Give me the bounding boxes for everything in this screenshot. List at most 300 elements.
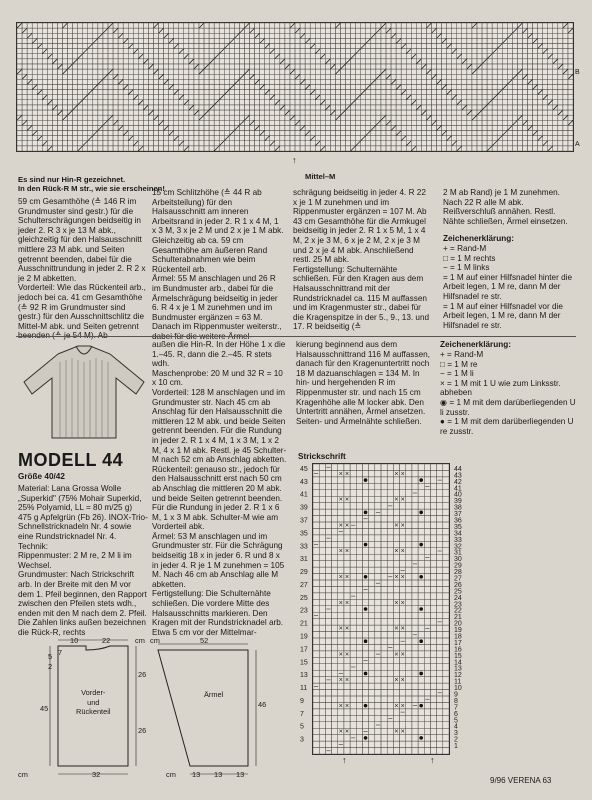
chart-cell — [164, 84, 169, 89]
chart-cell — [381, 64, 386, 69]
chart-cell — [57, 74, 62, 79]
chart-cell — [280, 23, 285, 28]
chart-cell — [88, 141, 93, 146]
chart-cell — [219, 64, 224, 69]
chart-cell — [199, 100, 204, 105]
chart-cell — [285, 69, 290, 74]
chart-cell — [37, 110, 42, 115]
chart-cell — [472, 146, 477, 151]
chart-cell — [280, 120, 285, 125]
chart-cell — [98, 95, 103, 100]
row-label-right: 21 — [454, 614, 462, 622]
chart-cell — [280, 146, 285, 151]
chart-cell — [522, 84, 527, 89]
chart-cell — [37, 100, 42, 105]
chart-cell — [563, 74, 568, 79]
chart-cell — [204, 28, 209, 33]
chart-cell — [68, 141, 73, 146]
chart-cell — [517, 90, 522, 95]
chart-cell — [416, 100, 421, 105]
cable-stitch-mark — [386, 74, 391, 79]
chart-cell — [194, 146, 199, 151]
chart-cell — [426, 90, 431, 95]
cable-stitch-mark — [164, 33, 169, 38]
chart-cell — [209, 131, 214, 136]
chart-cell — [265, 125, 270, 130]
chart-cell — [98, 28, 103, 33]
chart-cell — [179, 105, 184, 110]
chart-cell — [179, 43, 184, 48]
chart-cell — [406, 79, 411, 84]
chart-cell — [73, 95, 78, 100]
chart-cell — [260, 69, 265, 74]
chart-cell — [492, 125, 497, 130]
chart-cell — [492, 54, 497, 59]
cable-stitch-mark — [98, 79, 103, 84]
chart-cell — [244, 38, 249, 43]
chart-cell — [93, 28, 98, 33]
chart-cell — [512, 23, 517, 28]
chart-cell — [305, 59, 310, 64]
chart-cell — [275, 64, 280, 69]
cable-stitch-mark — [27, 79, 32, 84]
chart-cell — [204, 141, 209, 146]
chart-cell — [443, 483, 449, 489]
chart-cell — [437, 503, 443, 509]
chart-cell — [447, 74, 452, 79]
chart-cell — [325, 69, 330, 74]
chart-cell — [487, 74, 492, 79]
chart-cell — [553, 115, 558, 120]
chart-cell — [477, 84, 482, 89]
chart-cell — [204, 79, 209, 84]
chart-cell — [57, 69, 62, 74]
slip-stitch-mark: × — [394, 522, 399, 530]
cable-stitch-mark — [457, 54, 462, 59]
slip-stitch-mark: × — [394, 728, 399, 736]
chart-cell — [285, 59, 290, 64]
chart-cell — [340, 131, 345, 136]
chart-cell — [159, 136, 164, 141]
chart-cell — [234, 146, 239, 151]
chart-cell — [437, 657, 443, 663]
chart-cell — [159, 95, 164, 100]
chart-cell — [184, 74, 189, 79]
chart-cell — [88, 69, 93, 74]
chart-cell — [68, 54, 73, 59]
chart-cell — [250, 38, 255, 43]
chart-cell — [133, 23, 138, 28]
chart-cell — [103, 59, 108, 64]
chart-cell — [300, 110, 305, 115]
chart-cell — [52, 54, 57, 59]
chart-cell — [189, 74, 194, 79]
chart-cell — [32, 110, 37, 115]
cable-stitch-mark — [133, 141, 138, 146]
chart-cell — [447, 125, 452, 130]
chart-cell — [159, 23, 164, 28]
chart-cell — [260, 100, 265, 105]
chart-cell — [209, 69, 214, 74]
chart-cell — [260, 110, 265, 115]
chart-cell — [472, 125, 477, 130]
chart-cell — [179, 115, 184, 120]
chart-cell — [143, 115, 148, 120]
chart-cell — [351, 141, 356, 146]
chart-cell — [558, 141, 563, 146]
row-label-left: 3 — [300, 736, 304, 744]
chart-cell — [482, 131, 487, 136]
chart-cell — [426, 100, 431, 105]
chart-cell — [280, 110, 285, 115]
chart-cell — [103, 110, 108, 115]
chart-cell — [179, 90, 184, 95]
cable-stitch-mark — [239, 120, 244, 125]
chart-cell — [52, 79, 57, 84]
chart-cell — [443, 535, 449, 541]
chart-cell — [209, 74, 214, 79]
row-label-left: 19 — [300, 633, 308, 641]
chart-cell — [255, 54, 260, 59]
chart-cell — [502, 110, 507, 115]
row-label-left: 7 — [300, 710, 304, 718]
chart-cell — [371, 141, 376, 146]
chart-cell — [255, 43, 260, 48]
cable-stitch-mark — [406, 49, 411, 54]
chart-cell — [320, 79, 325, 84]
chart-cell — [27, 54, 32, 59]
cable-stitch-mark — [320, 54, 325, 59]
row-label-right: 10 — [454, 685, 462, 693]
chart-cell — [244, 95, 249, 100]
chart-cell — [290, 43, 295, 48]
chart-cell — [457, 141, 462, 146]
cable-stitch-mark — [437, 33, 442, 38]
chart-cell — [113, 115, 118, 120]
chart-cell — [275, 95, 280, 100]
chart-cell — [47, 43, 52, 48]
cable-stitch-mark — [366, 131, 371, 136]
chart-cell — [351, 43, 356, 48]
chart-cell — [108, 110, 113, 115]
chart-cell — [346, 110, 351, 115]
chart-cell — [443, 664, 449, 670]
chart-cell — [118, 146, 123, 151]
chart-cell — [133, 69, 138, 74]
chart-cell — [330, 69, 335, 74]
chart-cell — [512, 146, 517, 151]
row-label-right: 39 — [454, 498, 462, 506]
chart-cell — [543, 43, 548, 48]
cable-stitch-mark — [492, 95, 497, 100]
chart-cell — [447, 84, 452, 89]
row-label-left: 17 — [300, 646, 308, 654]
chart-cell — [108, 136, 113, 141]
chart-cell — [123, 125, 128, 130]
chart-cell — [517, 74, 522, 79]
chart-cell — [366, 28, 371, 33]
chart-cell — [396, 146, 401, 151]
chart-cell — [123, 136, 128, 141]
chart-cell — [340, 33, 345, 38]
chart-cell — [457, 59, 462, 64]
chart-cell — [533, 43, 538, 48]
cable-stitch-mark — [209, 59, 214, 64]
cable-stitch-mark — [103, 120, 108, 125]
cable-stitch-mark — [214, 100, 219, 105]
chart-cell — [174, 120, 179, 125]
chart-cell — [443, 464, 449, 470]
chart-cell — [426, 120, 431, 125]
chart-cell — [209, 33, 214, 38]
chart-cell — [548, 131, 553, 136]
chart-cell — [143, 23, 148, 28]
chart-cell — [133, 64, 138, 69]
chart-cell — [437, 535, 443, 541]
chart-cell — [143, 79, 148, 84]
chart-cell — [138, 141, 143, 146]
chart-cell — [179, 38, 184, 43]
chart-cell — [315, 105, 320, 110]
chart-cell — [406, 28, 411, 33]
row-label-right: 11 — [454, 678, 462, 686]
chart-cell — [260, 59, 265, 64]
chart-cell — [442, 146, 447, 151]
chart-cell — [179, 100, 184, 105]
chart-cell — [148, 79, 153, 84]
chart-cell — [452, 125, 457, 130]
chart-cell — [214, 125, 219, 130]
chart-cell — [290, 90, 295, 95]
chart-cell — [260, 115, 265, 120]
chart-cell — [138, 125, 143, 130]
chart-cell — [47, 90, 52, 95]
chart-cell — [68, 23, 73, 28]
chart-cell — [17, 125, 22, 130]
chart-cell — [138, 110, 143, 115]
chart-cell — [179, 23, 184, 28]
chart-cell — [174, 59, 179, 64]
slip-stitch-mark: × — [338, 625, 343, 633]
chart-cell — [487, 105, 492, 110]
row-label-right: 25 — [454, 588, 462, 596]
cable-stitch-mark — [123, 38, 128, 43]
chart-cell — [52, 23, 57, 28]
chart-cell — [533, 120, 538, 125]
chart-cell — [443, 554, 449, 560]
chart-cell — [426, 54, 431, 59]
chart-cell — [164, 43, 169, 48]
cable-stitch-mark — [351, 146, 356, 151]
chart-cell — [396, 125, 401, 130]
chart-cell — [305, 110, 310, 115]
slip-stitch-mark: × — [394, 470, 399, 478]
chart-cell — [209, 23, 214, 28]
chart-cell — [538, 84, 543, 89]
cable-stitch-mark — [123, 84, 128, 89]
chart-cell — [411, 84, 416, 89]
chart-cell — [209, 28, 214, 33]
cable-stitch-mark — [255, 33, 260, 38]
chart-cell — [305, 69, 310, 74]
chart-cell — [244, 120, 249, 125]
chart-cell — [295, 95, 300, 100]
chart-cell — [443, 516, 449, 522]
chart-cell — [482, 141, 487, 146]
cable-stitch-mark — [57, 110, 62, 115]
chart-cell — [199, 59, 204, 64]
chart-cell — [255, 105, 260, 110]
chart-cell — [239, 33, 244, 38]
chart-cell — [482, 146, 487, 151]
slip-stitch-mark: × — [338, 651, 343, 659]
cable-stitch-mark — [442, 131, 447, 136]
chart-cell — [497, 23, 502, 28]
chart-cell — [543, 38, 548, 43]
chart-cell — [250, 146, 255, 151]
chart-cell — [376, 100, 381, 105]
row-label-left: 37 — [300, 517, 308, 525]
chart-cell — [57, 100, 62, 105]
chart-cell — [275, 59, 280, 64]
chart-cell — [522, 125, 527, 130]
chart-cell — [340, 38, 345, 43]
chart-cell — [371, 43, 376, 48]
chart-cell — [143, 141, 148, 146]
chart-cell — [411, 136, 416, 141]
chart-cell — [229, 115, 234, 120]
chart-cell — [548, 105, 553, 110]
chart-cell — [492, 74, 497, 79]
chart-cell — [411, 33, 416, 38]
row-label-right: 36 — [454, 517, 462, 525]
cable-stitch-mark — [244, 115, 249, 120]
chart-cell — [224, 74, 229, 79]
chart-cell — [164, 100, 169, 105]
chart-cell — [371, 69, 376, 74]
chart-cell — [426, 110, 431, 115]
chart-cell — [411, 38, 416, 43]
chart-cell — [437, 38, 442, 43]
chart-cell — [123, 54, 128, 59]
chart-cell — [164, 38, 169, 43]
chart-cell — [189, 90, 194, 95]
chart-cell — [366, 59, 371, 64]
chart-cell — [199, 125, 204, 130]
chart-cell — [234, 64, 239, 69]
chart-cell — [443, 638, 449, 644]
chart-cell — [138, 115, 143, 120]
chart-cell — [487, 141, 492, 146]
chart-cell — [93, 90, 98, 95]
chart-cell — [68, 84, 73, 89]
chart-cell — [234, 23, 239, 28]
chart-cell — [568, 84, 573, 89]
chart-cell — [153, 120, 158, 125]
chart-cell — [73, 28, 78, 33]
chart-cell — [401, 54, 406, 59]
chart-cell — [406, 69, 411, 74]
top-column-3: schrägung beidseitig in jeder 4. R 22 x je 1 M zunehmen und im Rippenmuster ergänzen = 107 M. Ab 43 cm Gesamthöhe für die Armkugel beidseitig in jeder 2. R 1 x 5 M, 1 x 4 M, 2 x je 3 M, 6 x je 2 M, 2 x je 3 M und 2 x je 4 M abk. Anschließend restl. 25 M abk. Fertigstellung: Schulternähte schließen. Für den Kragen aus dem Halsausschnittrand mit der Rundstricknadel ca. 115 M auffassen und im Kragenmuster str., dabei für die Kragenspitze in der 5., 9., 13. und 17. R beidseitig (≙ — [293, 188, 430, 332]
chart-cell — [204, 33, 209, 38]
body-dim-top2: 22 — [102, 636, 111, 645]
chart-cell — [280, 100, 285, 105]
cable-stitch-mark — [543, 49, 548, 54]
chart-cell — [411, 74, 416, 79]
chart-cell — [27, 28, 32, 33]
cable-stitch-mark — [563, 23, 568, 28]
chart-cell — [431, 141, 436, 146]
row-label-left: 45 — [300, 465, 308, 473]
chart-cell — [442, 59, 447, 64]
chart-cell — [401, 105, 406, 110]
row-label-left: 43 — [300, 478, 308, 486]
chart-cell — [27, 141, 32, 146]
chart-cell — [443, 580, 449, 586]
chart-cell — [214, 49, 219, 54]
chart-cell — [477, 69, 482, 74]
chart-cell — [426, 105, 431, 110]
chart-cell — [118, 100, 123, 105]
chart-cell — [270, 23, 275, 28]
chart-cell — [37, 141, 42, 146]
chart-cell — [108, 38, 113, 43]
chart-cell — [376, 23, 381, 28]
chart-cell — [295, 136, 300, 141]
chart-cell — [437, 464, 443, 470]
chart-cell — [62, 79, 67, 84]
chart-cell — [300, 74, 305, 79]
chart-cell — [497, 28, 502, 33]
chart-cell — [563, 43, 568, 48]
chart-cell — [507, 38, 512, 43]
chart-cell — [437, 49, 442, 54]
cable-stitch-mark — [184, 146, 189, 151]
chart-cell — [260, 146, 265, 151]
chart-cell — [255, 115, 260, 120]
chart-cell — [32, 23, 37, 28]
chart-cell — [189, 131, 194, 136]
chart-cell — [538, 59, 543, 64]
chart-cell — [386, 90, 391, 95]
chart-cell — [128, 105, 133, 110]
chart-cell — [68, 95, 73, 100]
chart-cell — [78, 90, 83, 95]
chart-cell — [346, 100, 351, 105]
chart-cell — [443, 709, 449, 715]
chart-cell — [224, 69, 229, 74]
chart-cell — [502, 115, 507, 120]
chart-cell — [558, 38, 563, 43]
chart-cell — [133, 120, 138, 125]
chart-cell — [320, 95, 325, 100]
chart-cell — [351, 33, 356, 38]
chart-cell — [93, 120, 98, 125]
chart-cell — [457, 115, 462, 120]
chart-cell — [487, 38, 492, 43]
chart-cell — [37, 54, 42, 59]
cable-stitch-mark — [447, 136, 452, 141]
chart-cell — [78, 136, 83, 141]
chart-cell — [52, 100, 57, 105]
chart-cell — [507, 136, 512, 141]
chart-cell — [199, 105, 204, 110]
chart-cell — [93, 64, 98, 69]
chart-cell — [528, 43, 533, 48]
chart-cell — [443, 715, 449, 721]
chart-cell — [447, 110, 452, 115]
chart-cell — [522, 146, 527, 151]
